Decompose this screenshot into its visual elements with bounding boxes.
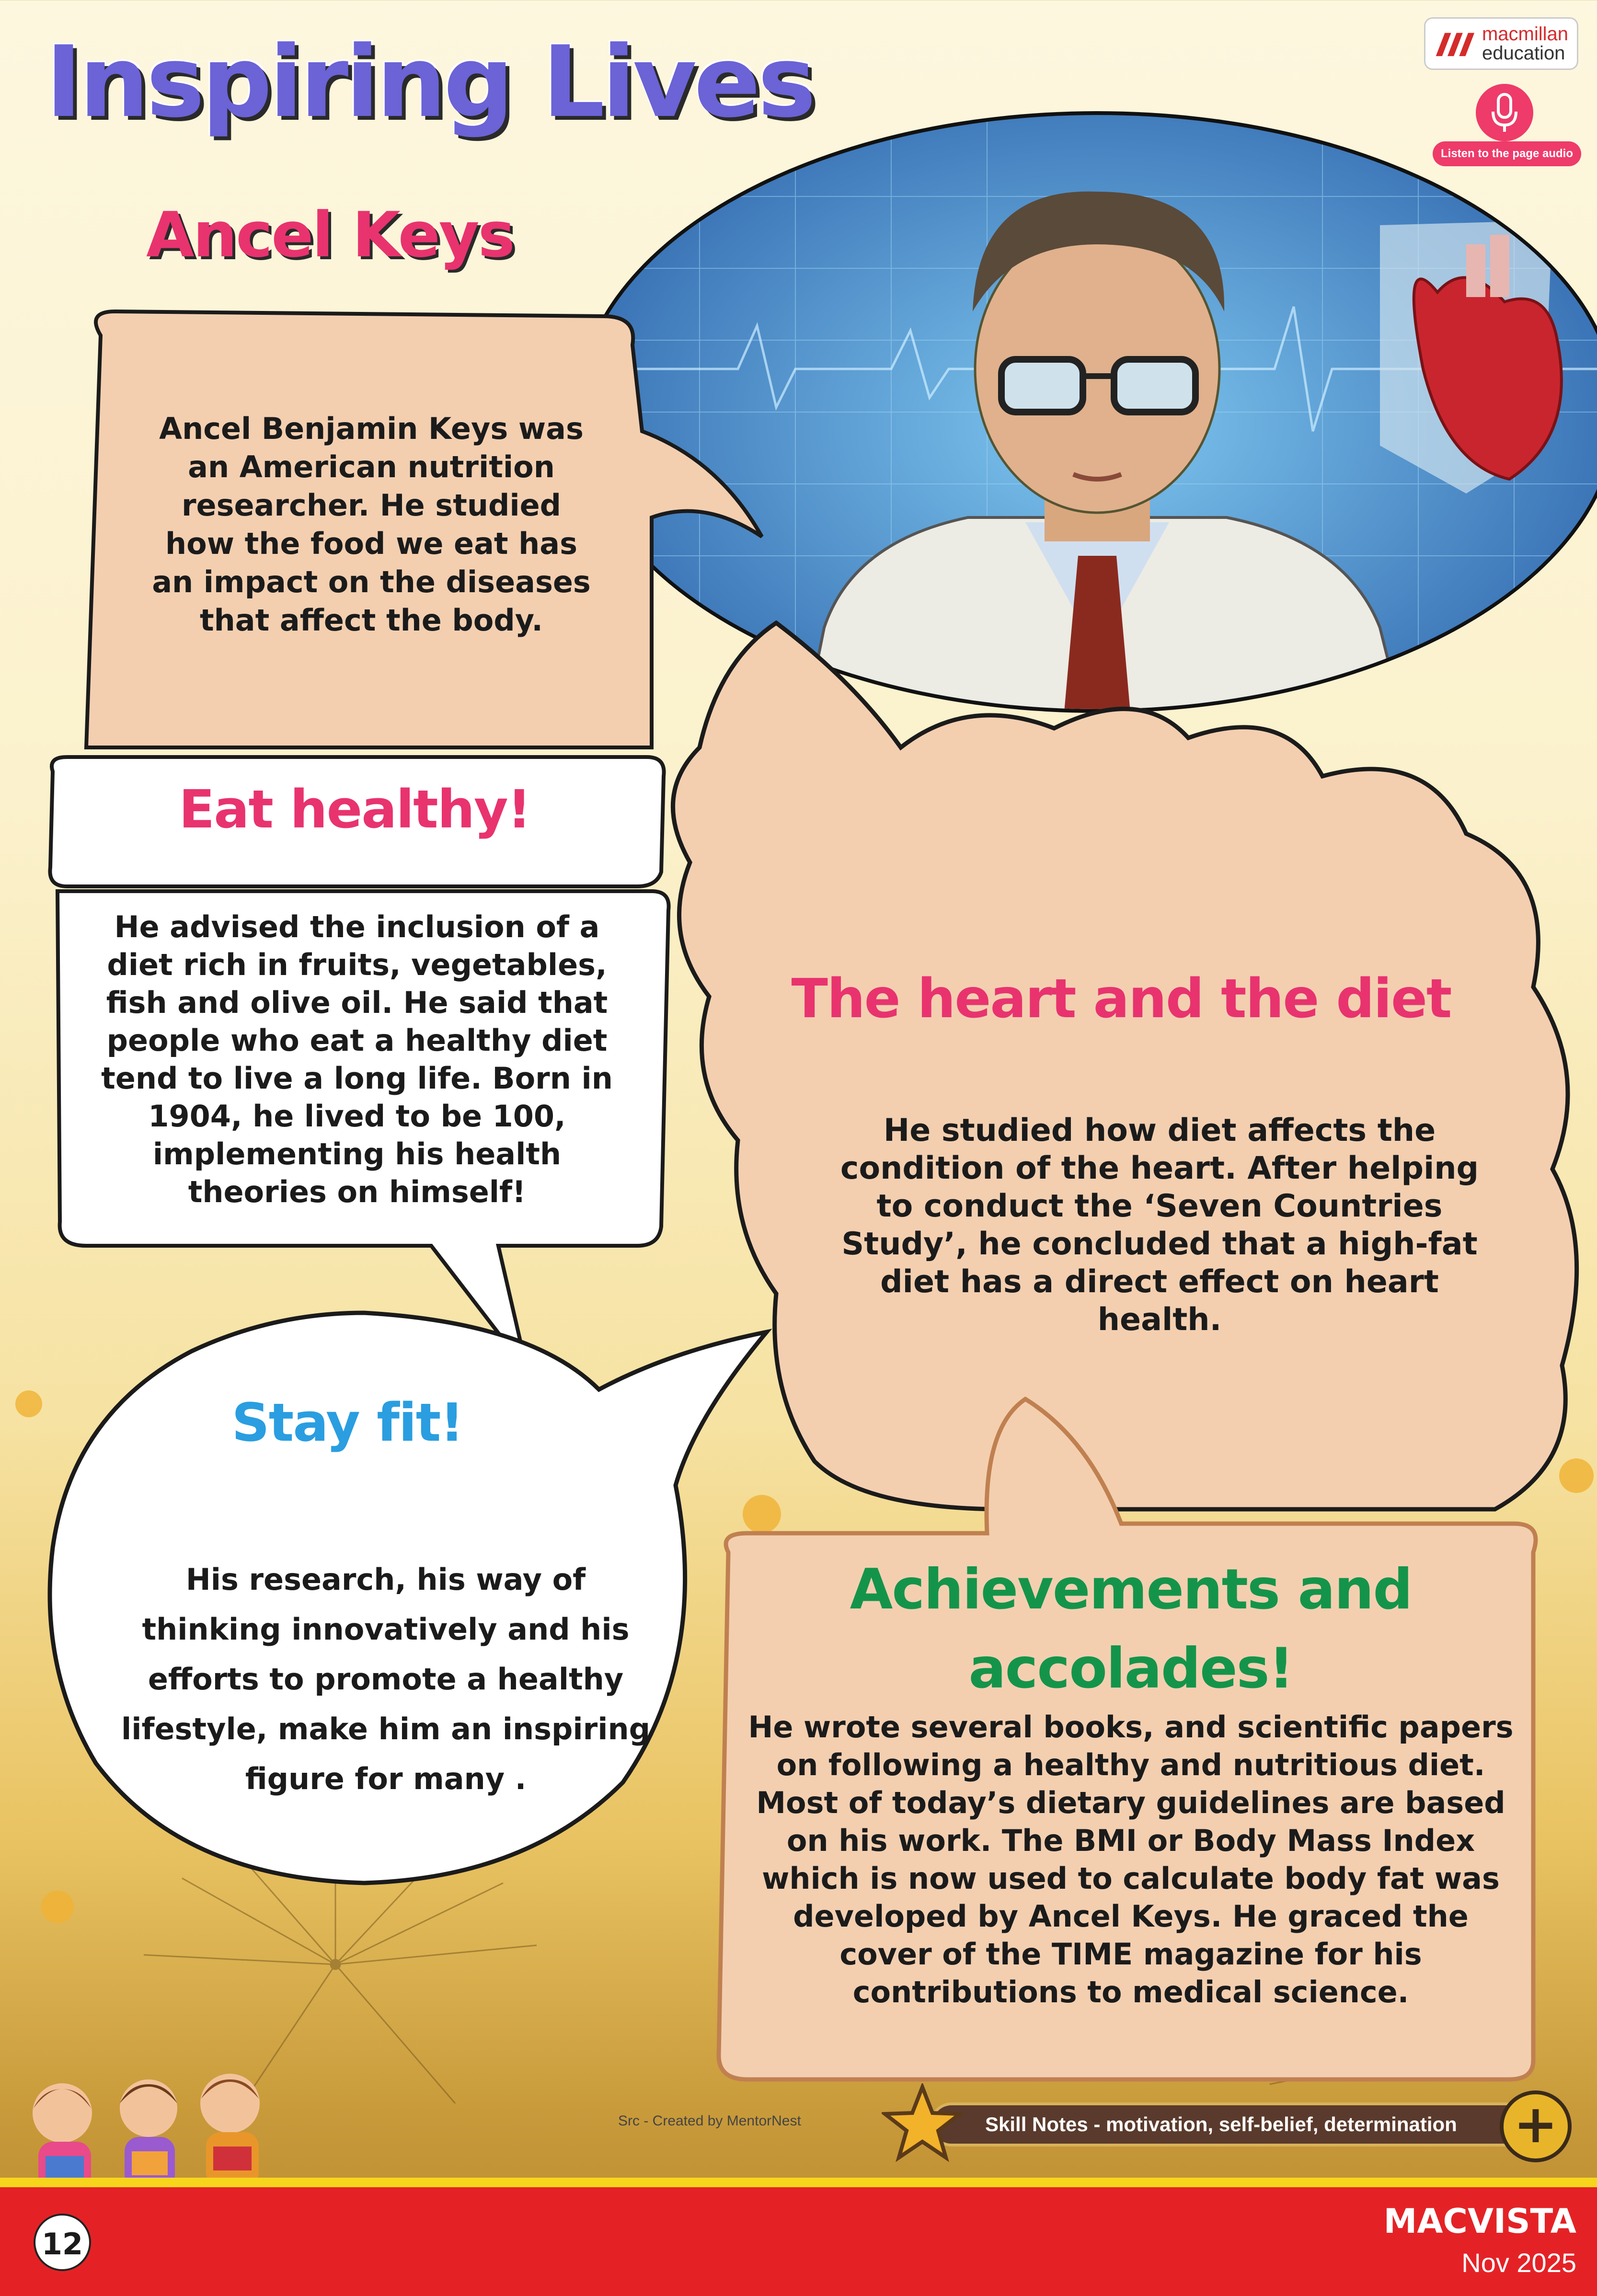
intro-text: Ancel Benjamin Keys was an American nutrition researcher. He studied how the food we eat has an impact on the diseases that affect the body. (152, 411, 591, 638)
heart-diet-heading: The heart and the diet (791, 968, 1451, 1030)
eat-healthy-heading: Eat healthy! (179, 779, 530, 840)
audio-label: Listen to the page audio (1433, 141, 1581, 166)
skill-notes-bar[interactable] (882, 2083, 1572, 2165)
magazine-brand: MACVISTA (1383, 2202, 1576, 2241)
heart-diet-cloud (673, 623, 1576, 1509)
page-number: 12 (34, 2214, 91, 2271)
subject-name: Ancel Keys (146, 198, 514, 271)
star-icon (882, 2083, 963, 2165)
achievements-text: He wrote several books, and scientific papers on following a healthy and nutritious diet. Most of today’s dietary guidelines are based on his work. The BMI or Body Mass Index which is now used to calculate body fat was developed by Ancel Keys. He graced the cover of the TIME magazine for his contributions to medical science. (748, 1710, 1514, 2009)
skill-notes-label: Skill Notes - motivation, self-belief, determination (930, 2102, 1528, 2147)
stay-fit-heading: Stay fit! (231, 1392, 463, 1453)
logo-line-1: macmillan (1482, 23, 1568, 45)
stay-fit-text: His research, his way of thinking innovatively and his efforts to promote a healthy lifestyle, make him an inspiring figure for many . (121, 1562, 650, 1796)
eat-healthy-text: He advised the inclusion of a diet rich in fruits, vegetables, fish and olive oil. He said that people who eat a healthy diet tend to live a long life. Born in 1904, he lived to be 100, implementing his health theories on himself! (101, 909, 613, 1209)
issue-date: Nov 2025 (1461, 2248, 1576, 2278)
plus-icon[interactable]: + (1500, 2090, 1572, 2162)
footer-bar (0, 2178, 1597, 2296)
logo-line-2: education (1482, 43, 1565, 64)
page-title: Inspiring Lives (46, 25, 814, 139)
achievements-heading: Achievements and accolades! (850, 1557, 1412, 1701)
source-credit: Src - Created by MentorNest (618, 2113, 801, 2129)
heart-diet-text: He studied how diet affects the condition of the heart. After helping to conduct the ‘Seven Countries Study’, he concluded that a high-fat diet has a direct effect on heart health. (840, 1113, 1479, 1338)
